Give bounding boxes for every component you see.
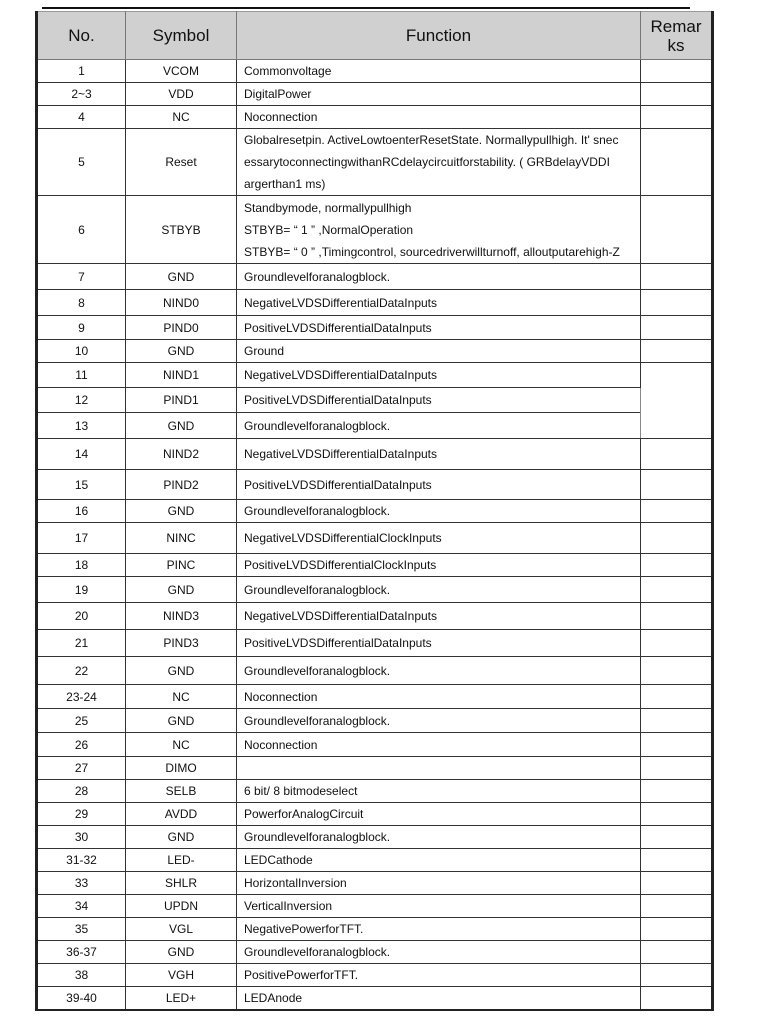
pin-function-line: NegativeLVDSDifferentialDataInputs	[244, 609, 437, 623]
pin-remarks	[641, 780, 713, 803]
table-row	[37, 577, 713, 603]
pin-definition-table	[35, 11, 714, 1011]
pin-symbol: PIND3	[126, 630, 237, 657]
header-no: No.	[37, 12, 126, 60]
pin-function-line: PositiveLVDSDifferentialDataInputs	[244, 477, 432, 492]
pin-symbol: NC	[126, 106, 237, 129]
table-row	[37, 630, 713, 657]
pin-function-line: Noconnection	[244, 689, 318, 704]
pin-symbol: SELB	[126, 780, 237, 803]
pin-remarks	[641, 685, 713, 709]
pin-function-line: STBYB= “ 0 ” ,Timingcontrol, sourcedriverwillturnoff, alloutputarehigh-Z	[244, 244, 620, 259]
pin-number: 36-37	[37, 941, 126, 964]
pin-symbol: DIMO	[126, 757, 237, 780]
pin-symbol: STBYB	[126, 196, 237, 264]
pin-number: 12	[37, 388, 126, 413]
pin-function	[237, 895, 641, 918]
pin-function-line: essarytoconnectingwithanRCdelaycircuitforstability. ( GRBdelayVDDI	[244, 155, 610, 169]
pin-function-line: LEDAnode	[244, 991, 303, 1005]
pin-function	[237, 523, 641, 554]
pin-symbol: NIND0	[126, 290, 237, 316]
pin-function-line: PositiveLVDSDifferentialDataInputs	[244, 320, 432, 335]
pin-function	[237, 439, 641, 470]
pin-symbol: NIND2	[126, 439, 237, 470]
pin-function	[237, 849, 641, 872]
pin-symbol: PIND1	[126, 388, 237, 413]
pin-function	[237, 470, 641, 500]
pin-function-line: Standbymode, normallypullhigh	[244, 200, 412, 215]
table-row	[37, 780, 713, 803]
table-row	[37, 290, 713, 316]
pin-function	[237, 603, 641, 630]
table-row	[37, 439, 713, 470]
pin-remarks	[641, 987, 713, 1011]
pin-symbol: GND	[126, 413, 237, 439]
pin-function-line: Ground	[244, 344, 285, 358]
pin-function	[237, 941, 641, 964]
pin-remarks	[641, 657, 713, 685]
pin-symbol: VCOM	[126, 60, 237, 83]
pin-remarks	[641, 83, 713, 106]
table-row	[37, 340, 713, 363]
pin-function	[237, 363, 641, 388]
pin-function-line: PositiveLVDSDifferentialClockInputs	[244, 558, 437, 572]
table-row	[37, 709, 713, 733]
pin-function	[237, 413, 641, 439]
pin-function	[237, 388, 641, 413]
pin-symbol: GND	[126, 709, 237, 733]
pin-function	[237, 554, 641, 577]
pin-number: 9	[37, 316, 126, 340]
pin-symbol: PIND0	[126, 316, 237, 340]
pin-function	[237, 709, 641, 733]
pin-function-line: Groundlevelforanalogblock.	[244, 269, 391, 284]
table-row	[37, 964, 713, 987]
pin-remarks	[641, 316, 713, 340]
pin-function	[237, 340, 641, 363]
pin-remarks	[641, 363, 713, 439]
pin-number: 17	[37, 523, 126, 554]
table-row	[37, 941, 713, 964]
table-row	[37, 918, 713, 941]
pin-function-line: PowerforAnalogCircuit	[244, 807, 364, 821]
pin-function	[237, 872, 641, 895]
pin-function	[237, 129, 641, 196]
pin-function-line: 6 bit/ 8 bitmodeselect	[244, 784, 358, 798]
pin-function	[237, 500, 641, 523]
pin-function	[237, 780, 641, 803]
pin-function-line: Groundlevelforanalogblock.	[244, 582, 391, 597]
pin-function	[237, 685, 641, 709]
pin-remarks	[641, 918, 713, 941]
pin-symbol: GND	[126, 340, 237, 363]
pin-number: 28	[37, 780, 126, 803]
pin-function	[237, 733, 641, 757]
pin-number: 27	[37, 757, 126, 780]
pin-number: 5	[37, 129, 126, 196]
header-symbol: Symbol	[126, 12, 237, 60]
pin-number: 22	[37, 657, 126, 685]
pin-remarks	[641, 106, 713, 129]
pin-number: 26	[37, 733, 126, 757]
pin-number: 19	[37, 577, 126, 603]
pin-number: 38	[37, 964, 126, 987]
table-row	[37, 316, 713, 340]
pin-symbol: NIND3	[126, 603, 237, 630]
table-row	[37, 733, 713, 757]
pin-function-line: argerthan1 ms)	[244, 177, 326, 191]
pin-symbol: AVDD	[126, 803, 237, 826]
pin-remarks	[641, 500, 713, 523]
pin-number: 10	[37, 340, 126, 363]
pin-number: 21	[37, 630, 126, 657]
pin-symbol: VGL	[126, 918, 237, 941]
pin-function	[237, 264, 641, 290]
pin-remarks	[641, 803, 713, 826]
pin-symbol: GND	[126, 577, 237, 603]
pin-remarks	[641, 60, 713, 83]
table-row	[37, 895, 713, 918]
pin-function-line: VerticalInversion	[244, 899, 333, 913]
pin-function-line: DigitalPower	[244, 87, 312, 101]
pin-function-line: NegativeLVDSDifferentialDataInputs	[244, 368, 437, 382]
pin-number: 25	[37, 709, 126, 733]
pin-number: 20	[37, 603, 126, 630]
pin-function	[237, 657, 641, 685]
pin-number: 29	[37, 803, 126, 826]
pin-function	[237, 106, 641, 129]
table-row	[37, 685, 713, 709]
pin-remarks	[641, 439, 713, 470]
pin-number: 7	[37, 264, 126, 290]
pin-number: 6	[37, 196, 126, 264]
pin-symbol: LED+	[126, 987, 237, 1011]
pin-symbol: GND	[126, 657, 237, 685]
pin-number: 18	[37, 554, 126, 577]
pin-symbol: NC	[126, 685, 237, 709]
pin-number: 8	[37, 290, 126, 316]
pin-function-line: Groundlevelforanalogblock.	[244, 418, 391, 433]
pin-remarks	[641, 630, 713, 657]
pin-remarks	[641, 603, 713, 630]
pin-function-line: NegativeLVDSDifferentialDataInputs	[244, 295, 437, 310]
pin-remarks	[641, 554, 713, 577]
pin-number: 23-24	[37, 685, 126, 709]
pin-function-line: Groundlevelforanalogblock.	[244, 713, 391, 728]
pin-function	[237, 757, 641, 780]
table-row	[37, 872, 713, 895]
pin-number: 13	[37, 413, 126, 439]
header-remarks-line2: ks	[667, 35, 685, 55]
pin-number: 11	[37, 363, 126, 388]
pin-remarks	[641, 290, 713, 316]
pin-number: 31-32	[37, 849, 126, 872]
top-rule	[42, 7, 690, 9]
table-row	[37, 657, 713, 685]
pin-number: 35	[37, 918, 126, 941]
pin-remarks	[641, 733, 713, 757]
pin-function-line: Globalresetpin. ActiveLowtoenterResetState. Normallypullhigh. It' snec	[244, 133, 619, 147]
pin-remarks	[641, 264, 713, 290]
table-row	[37, 388, 713, 413]
table-row	[37, 603, 713, 630]
pin-function	[237, 987, 641, 1011]
pin-function-line: LEDCathode	[244, 853, 313, 867]
pin-symbol: NINC	[126, 523, 237, 554]
pin-remarks	[641, 709, 713, 733]
table-row	[37, 363, 713, 388]
table-row	[37, 60, 713, 83]
pin-symbol: VGH	[126, 964, 237, 987]
pin-function	[237, 290, 641, 316]
header-remarks	[641, 12, 713, 60]
header-remarks-line1: Remar	[650, 16, 702, 36]
pin-number: 15	[37, 470, 126, 500]
pin-function-line: Noconnection	[244, 110, 318, 124]
pin-symbol: NIND1	[126, 363, 237, 388]
pin-function	[237, 826, 641, 849]
pin-function-line: STBYB= “ 1 ” ,NormalOperation	[244, 222, 414, 237]
table-row	[37, 196, 713, 264]
pin-function-line: Commonvoltage	[244, 64, 332, 78]
pin-function	[237, 60, 641, 83]
table-row	[37, 106, 713, 129]
header-function: Function	[237, 12, 641, 60]
pin-symbol: GND	[126, 826, 237, 849]
pin-function	[237, 918, 641, 941]
pin-function-line: NegativePowerforTFT.	[244, 922, 364, 936]
pin-remarks	[641, 941, 713, 964]
pin-number: 14	[37, 439, 126, 470]
pin-function	[237, 196, 641, 264]
pin-function-line: Groundlevelforanalogblock.	[244, 830, 391, 844]
pin-symbol: PIND2	[126, 470, 237, 500]
table-row	[37, 413, 713, 439]
pin-function-line: Groundlevelforanalogblock.	[244, 945, 391, 959]
pin-function	[237, 803, 641, 826]
pin-number: 34	[37, 895, 126, 918]
pin-function	[237, 577, 641, 603]
pin-remarks	[641, 129, 713, 196]
pin-remarks	[641, 470, 713, 500]
pin-symbol: GND	[126, 500, 237, 523]
table-row	[37, 264, 713, 290]
pin-symbol: Reset	[126, 129, 237, 196]
table-row	[37, 803, 713, 826]
pin-remarks	[641, 757, 713, 780]
table-row	[37, 757, 713, 780]
pin-symbol: UPDN	[126, 895, 237, 918]
pin-remarks	[641, 895, 713, 918]
pin-function	[237, 630, 641, 657]
pin-number: 4	[37, 106, 126, 129]
pin-function-line: PositiveLVDSDifferentialDataInputs	[244, 636, 432, 650]
pin-number: 2~3	[37, 83, 126, 106]
pin-function-line: NegativeLVDSDifferentialClockInputs	[244, 531, 442, 545]
pin-function-line: PositivePowerforTFT.	[244, 968, 359, 982]
pin-number: 16	[37, 500, 126, 523]
pin-remarks	[641, 577, 713, 603]
pin-symbol: NC	[126, 733, 237, 757]
pin-remarks	[641, 196, 713, 264]
pin-function-line: HorizontalInversion	[244, 876, 347, 890]
table-row	[37, 554, 713, 577]
table-header-row	[37, 12, 713, 60]
table-row	[37, 523, 713, 554]
pin-function-line: Groundlevelforanalogblock.	[244, 663, 391, 678]
table-row	[37, 849, 713, 872]
pin-function	[237, 83, 641, 106]
pin-symbol: SHLR	[126, 872, 237, 895]
table-row	[37, 470, 713, 500]
pin-remarks	[641, 826, 713, 849]
table-row	[37, 826, 713, 849]
pin-remarks	[641, 849, 713, 872]
pin-symbol: PINC	[126, 554, 237, 577]
table-row	[37, 129, 713, 196]
pin-function-line: NegativeLVDSDifferentialDataInputs	[244, 447, 437, 461]
table-row	[37, 500, 713, 523]
pin-symbol: GND	[126, 264, 237, 290]
pin-number: 30	[37, 826, 126, 849]
pin-function	[237, 964, 641, 987]
pin-symbol: GND	[126, 941, 237, 964]
pin-remarks	[641, 340, 713, 363]
pin-symbol: VDD	[126, 83, 237, 106]
pin-remarks	[641, 523, 713, 554]
table-row	[37, 83, 713, 106]
pin-function	[237, 316, 641, 340]
pin-remarks	[641, 872, 713, 895]
pin-symbol: LED-	[126, 849, 237, 872]
pin-function-line: Groundlevelforanalogblock.	[244, 504, 391, 518]
pin-number: 33	[37, 872, 126, 895]
table-body	[37, 60, 713, 1011]
pin-number: 39-40	[37, 987, 126, 1011]
pin-function-line: Noconnection	[244, 737, 318, 752]
table-row	[37, 987, 713, 1011]
pin-number: 1	[37, 60, 126, 83]
pin-remarks	[641, 964, 713, 987]
pin-function-line: PositiveLVDSDifferentialDataInputs	[244, 393, 432, 407]
